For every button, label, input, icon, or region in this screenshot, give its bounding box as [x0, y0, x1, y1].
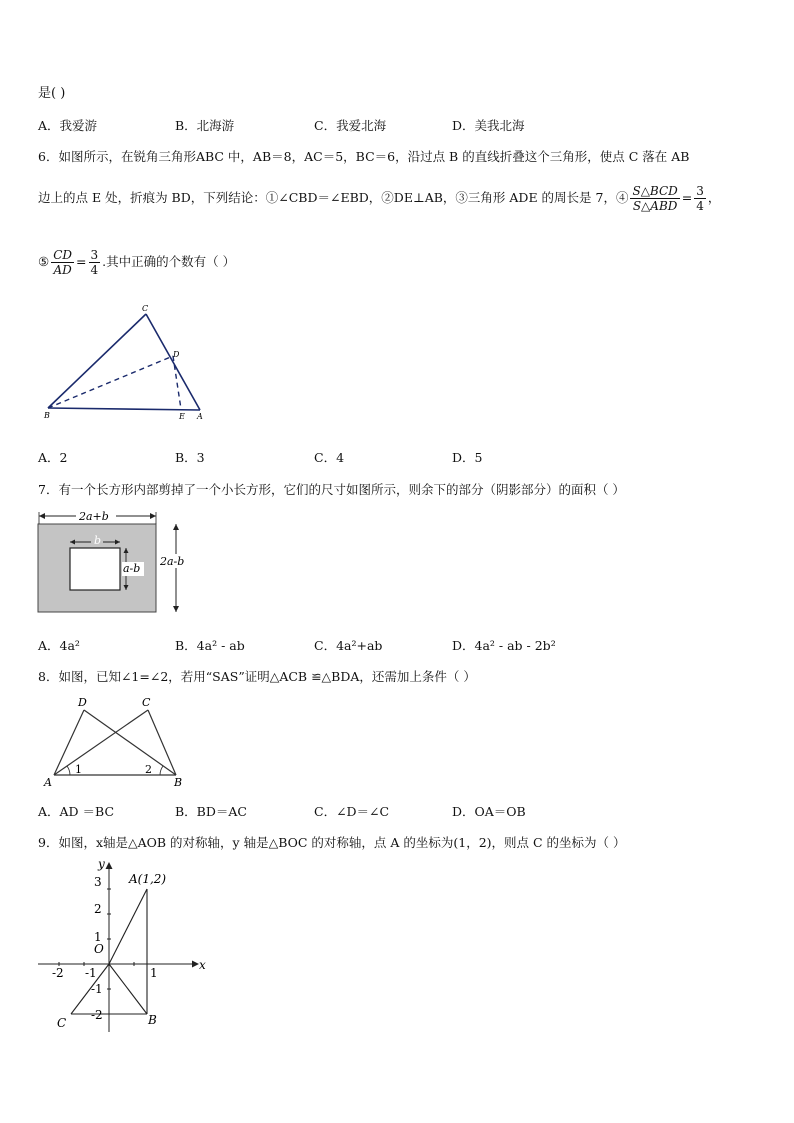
label-2a-plus-b: 2a+b: [79, 510, 109, 523]
angle-2-arc: [160, 766, 163, 775]
y-tick-label-2: 2: [94, 902, 102, 916]
fraction-denominator: AD: [53, 263, 72, 277]
side-ca: [146, 314, 200, 410]
label-c: C: [142, 304, 149, 313]
point-b-label: B: [148, 1013, 157, 1027]
comma: ，: [707, 190, 721, 205]
q7-rectangle-figure: [36, 510, 188, 618]
circled-five: ⑤: [38, 254, 50, 269]
segment-ac: [54, 710, 148, 775]
fraction-numerator: 3: [696, 184, 704, 198]
x-axis-arrow-icon: [192, 961, 199, 968]
q6-option-d: D．5: [452, 450, 483, 465]
y-tick-label-minus-2: -2: [91, 1008, 103, 1022]
segment-oa: [109, 889, 147, 964]
q9-coordinate-figure: [36, 856, 216, 1036]
fraction-numerator: S△BCD: [632, 184, 678, 198]
point-a-label: A(1,2): [129, 872, 167, 886]
q8-option-c: C．∠D＝∠C: [314, 804, 390, 819]
q6-stem-line1: 6．如图所示，在锐角三角形ABC 中，AB＝8，AC＝5，BC＝6，沿过点 B 的直线折叠这个三角形，使点 C 落在 AB: [38, 149, 690, 164]
label-e: E: [179, 412, 185, 421]
side-ba: [48, 408, 200, 410]
q5-option-c: C．我爱北海: [314, 118, 387, 133]
label-d: D: [78, 696, 87, 709]
label-b: b: [94, 534, 102, 547]
label-a: A: [197, 412, 203, 421]
equals-sign: =: [76, 254, 87, 269]
q8-option-d: D．OA＝OB: [452, 804, 526, 819]
point-c-label: C: [57, 1016, 67, 1030]
q6-line3-suffix: .其中正确的个数有（ ）: [102, 254, 236, 269]
q6-stem-line2: [38, 184, 720, 213]
q9-stem: 9．如图，x轴是△AOB 的对称轴，y 轴是△BOC 的对称轴，点 A 的坐标为(1，2)，则点 C 的坐标为（ ）: [38, 835, 626, 850]
label-b: B: [44, 411, 50, 420]
fold-line-bd: [48, 356, 173, 408]
q7-stem: 7．有一个长方形内部剪掉了一个小长方形，它们的尺寸如图所示，则余下的部分（阴影部分）的面积（ ）: [38, 482, 625, 497]
label-angle-2: 2: [145, 763, 152, 776]
equals-sign: =: [681, 190, 693, 205]
q7-option-d: D．4a² - ab - 2b²: [452, 638, 556, 653]
q5-stem-tail: 是( ): [38, 86, 66, 101]
q7-option-c: C．4a²+ab: [314, 638, 383, 653]
y-axis-arrow-icon: [106, 862, 113, 869]
label-d: D: [173, 350, 180, 359]
q6-cd-ad-fraction: [51, 248, 74, 277]
label-c: C: [142, 696, 151, 709]
q5-option-a: A．我爱游: [38, 118, 98, 133]
q6-three-quarters: [694, 184, 706, 213]
q8-stem: 8．如图，已知∠1=∠2，若用“SAS”证明△ACB ≌△BDA，还需加上条件（ ）: [38, 669, 476, 684]
q7-option-a: A．4a²: [38, 638, 80, 653]
q6-area-ratio-fraction: [630, 184, 679, 213]
inner-rectangle: [70, 548, 120, 590]
q6-triangle-figure: [40, 300, 215, 425]
q8-option-a: A．AD ＝BC: [38, 804, 115, 819]
label-a: A: [44, 776, 52, 789]
y-tick-label-3: 3: [94, 875, 102, 889]
q8-option-b: B．BD＝AC: [175, 804, 247, 819]
x-tick-label-1: 1: [150, 966, 158, 980]
q5-option-b: B．北海游: [175, 118, 235, 133]
x-tick-label-minus-1: -1: [85, 966, 97, 980]
angle-1-arc: [67, 766, 70, 775]
q7-option-b: B．4a² - ab: [175, 638, 245, 653]
segment-ob: [109, 964, 147, 1014]
q6-option-a: A．2: [38, 450, 68, 465]
label-angle-1: 1: [75, 763, 82, 776]
q8-triangles-figure: [40, 695, 190, 790]
y-axis-label: y: [98, 857, 105, 871]
side-bc: [48, 314, 146, 408]
y-tick-label-minus-1: -1: [91, 982, 103, 996]
x-axis-label: x: [199, 958, 206, 972]
q6-three-quarters-2: [89, 248, 101, 277]
y-tick-label-1: 1: [94, 930, 102, 944]
fraction-denominator: S△ABD: [632, 199, 678, 213]
label-b: B: [174, 776, 183, 789]
q6-option-c: C．4: [314, 450, 345, 465]
fraction-denominator: 4: [90, 263, 99, 277]
q6-option-b: B．3: [175, 450, 205, 465]
q6-stem-line3: [38, 248, 235, 277]
x-tick-label-minus-2: -2: [52, 966, 64, 980]
origin-label: O: [94, 942, 104, 956]
fraction-denominator: 4: [696, 199, 704, 213]
label-2a-minus-b: 2a-b: [160, 555, 185, 568]
fraction-numerator: 3: [90, 248, 99, 262]
q6-line2-text: 边上的点 E 处，折痕为 BD，下列结论：①∠CBD＝∠EBD，②DE⊥AB，③三角形 ADE 的周长是 7，④: [38, 190, 629, 205]
q5-option-d: D．美我北海: [452, 118, 525, 133]
label-a-minus-b: a-b: [123, 562, 141, 575]
fraction-numerator: CD: [53, 248, 73, 262]
